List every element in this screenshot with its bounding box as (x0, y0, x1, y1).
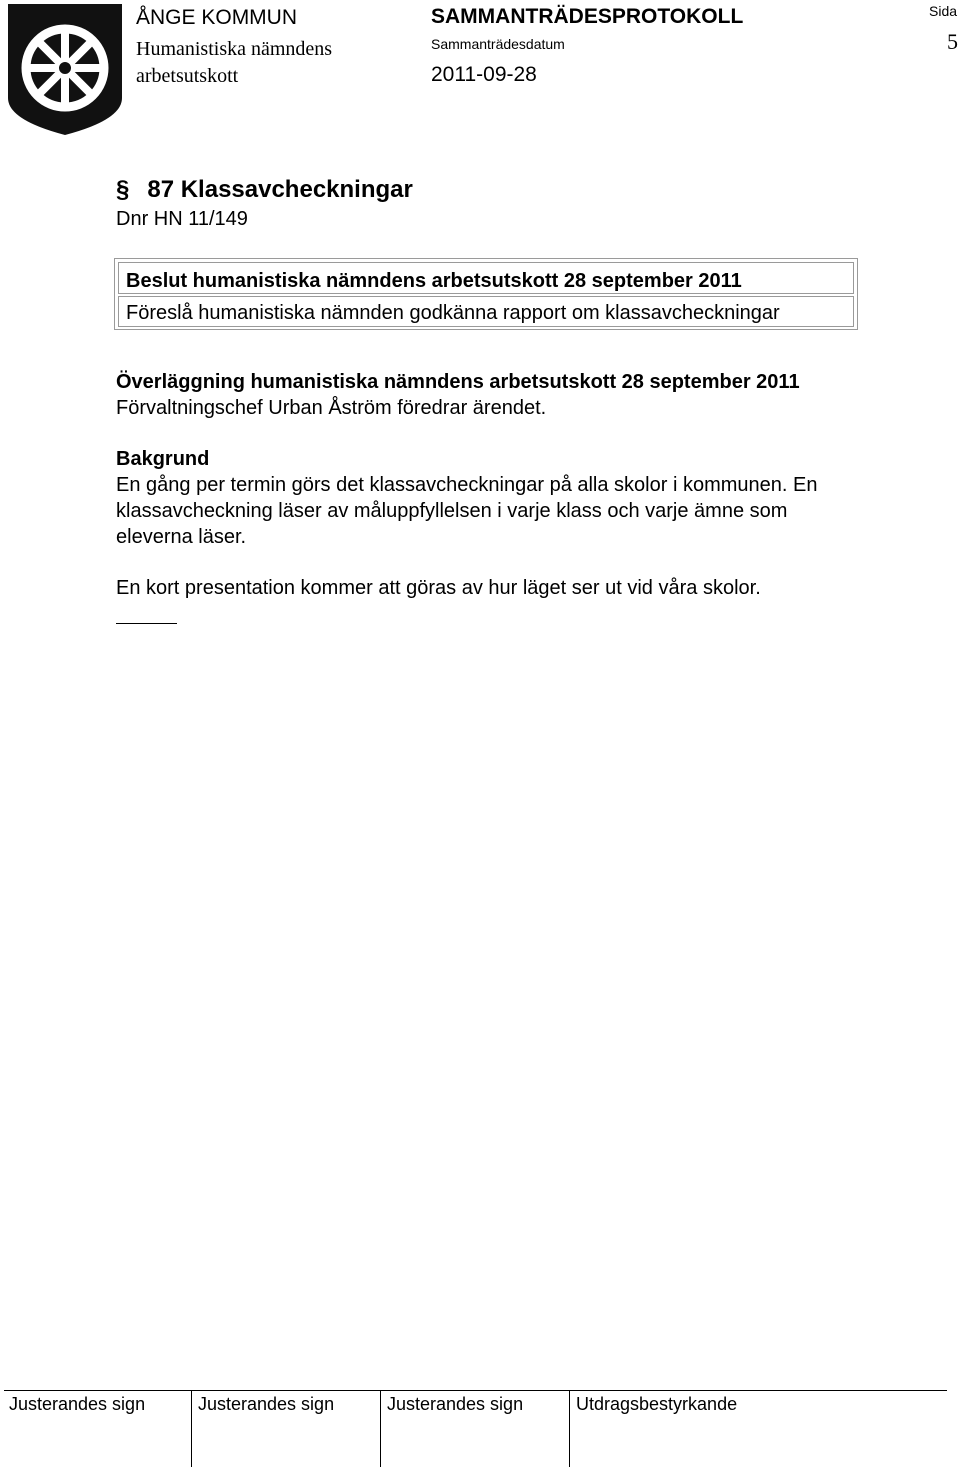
footer-label-certification: Utdragsbestyrkande (576, 1394, 738, 1414)
background-line-1: En gång per termin görs det klassavcheckningar på alla skolor i kommunen. En (116, 474, 818, 496)
background-line-2: klassavcheckning läser av måluppfyllelsen i varje klass och varje ämne som (116, 500, 788, 522)
committee-name-line2: arbetsutskott (136, 65, 239, 87)
decision-text-row (118, 296, 854, 327)
footer-divider (380, 1390, 381, 1467)
decision-text: Föreslå humanistiska nämnden godkänna rapport om klassavcheckningar (126, 302, 780, 324)
case-number: Dnr HN 11/149 (116, 208, 248, 230)
committee-name-line1: Humanistiska nämndens (136, 38, 333, 60)
end-rule (116, 623, 177, 624)
organization-name: ÅNGE KOMMUN (136, 6, 298, 29)
paragraph-title-text: 87 Klassavcheckningar (147, 176, 413, 203)
footer-label-sign-1: Justerandes sign (9, 1394, 146, 1414)
footer-label-sign-3: Justerandes sign (387, 1394, 524, 1414)
deliberation-text: Förvaltningschef Urban Åström föredrar ärendet. (116, 397, 547, 419)
paragraph-title (116, 176, 413, 204)
decision-heading: Beslut humanistiska nämndens arbetsutskott 28 september 2011 (126, 270, 742, 292)
page-number: 5 (947, 29, 958, 54)
background-line-3: eleverna läser. (116, 526, 247, 548)
meeting-date-value: 2011-09-28 (431, 63, 537, 86)
deliberation-heading: Överläggning humanistiska nämndens arbetsutskott 28 september 2011 (116, 371, 800, 393)
footer-divider (191, 1390, 192, 1467)
presentation-text: En kort presentation kommer att göras av hur läget ser ut vid våra skolor. (116, 577, 761, 599)
page-label: Sida (929, 3, 958, 19)
decision-heading-row (118, 262, 854, 294)
municipal-crest-logo (6, 2, 124, 137)
footer-label-sign-2: Justerandes sign (198, 1394, 335, 1414)
decision-box (114, 258, 858, 330)
document-type: SAMMANTRÄDESPROTOKOLL (431, 5, 744, 28)
footer-divider (569, 1390, 570, 1467)
meeting-date-label: Sammanträdesdatum (431, 36, 565, 52)
section-sign: § (116, 176, 130, 203)
footer-rule (4, 1390, 947, 1391)
background-heading: Bakgrund (116, 448, 210, 470)
